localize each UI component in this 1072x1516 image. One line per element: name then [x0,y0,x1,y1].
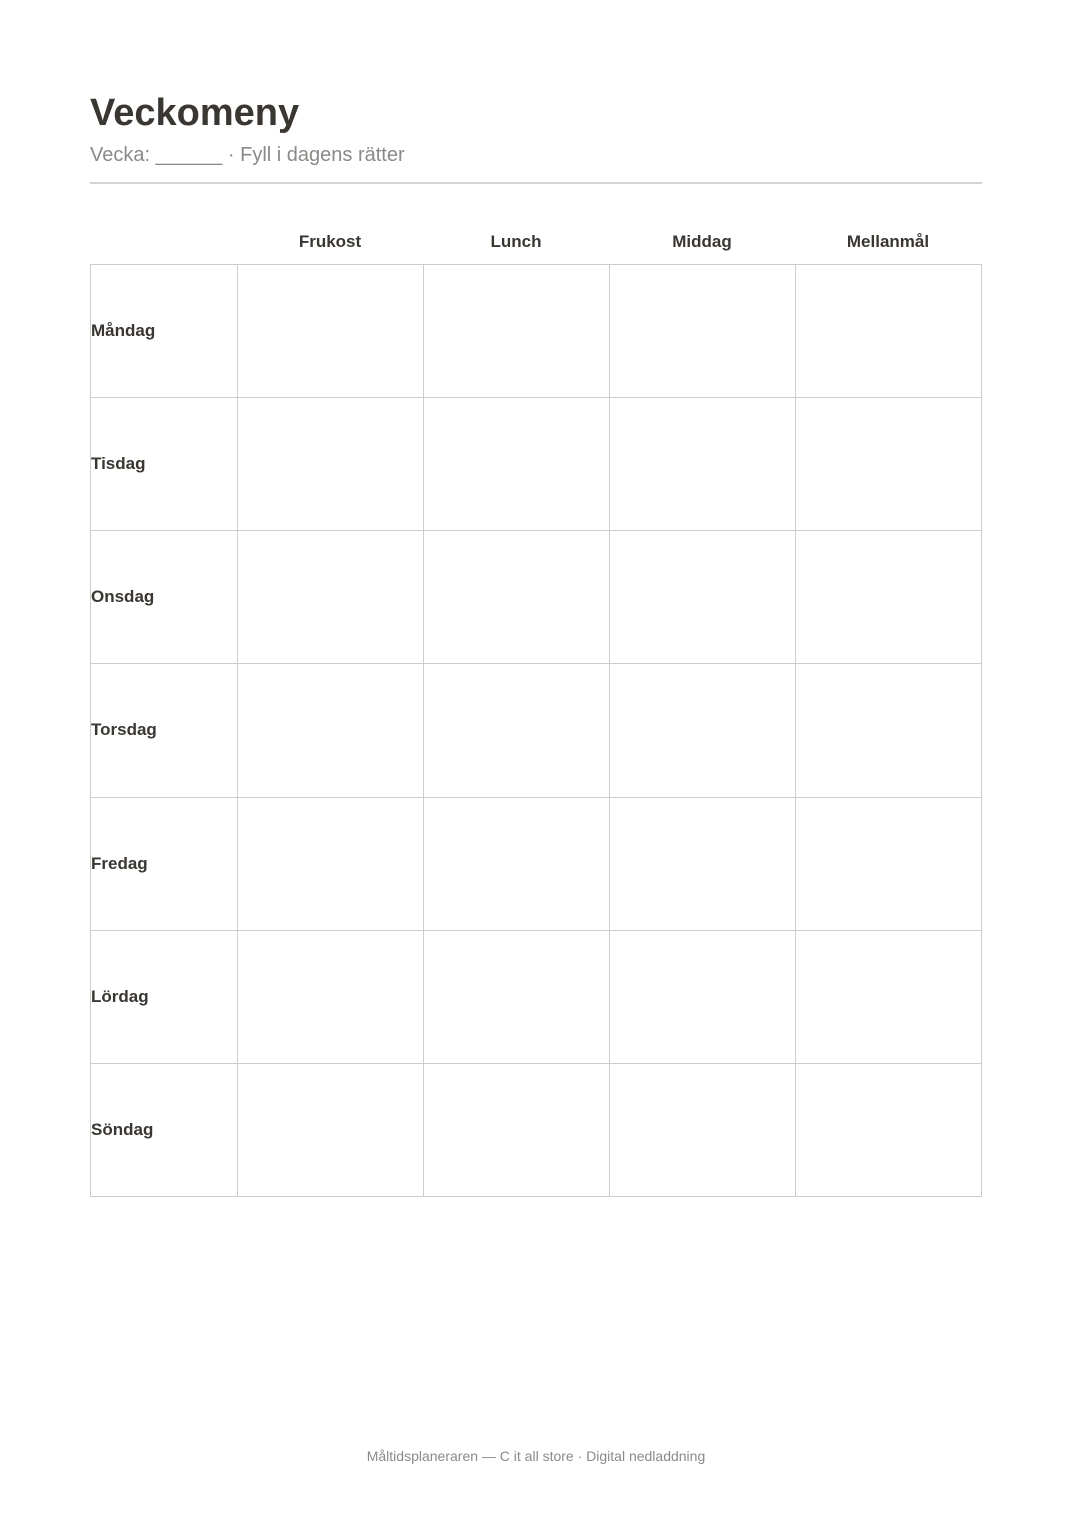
meal-cell-frukost[interactable] [238,398,424,531]
meal-cell-middag[interactable] [610,930,796,1063]
page-subtitle: Vecka: ______ · Fyll i dagens rätter [90,144,405,166]
day-label-mandag: Måndag [91,265,238,398]
table-row [91,398,982,531]
meal-cell-lunch[interactable] [424,398,610,531]
meal-cell-mellanmal[interactable] [796,531,982,664]
table-row [91,797,982,930]
meal-cell-middag[interactable] [610,797,796,930]
meal-cell-lunch[interactable] [424,1063,610,1196]
meal-cell-middag[interactable] [610,664,796,797]
column-header-middag: Middag [672,232,732,251]
table-row [91,265,982,398]
meal-cell-frukost[interactable] [238,531,424,664]
meal-cell-frukost[interactable] [238,797,424,930]
table-row [91,531,982,664]
meal-cell-mellanmal[interactable] [796,930,982,1063]
day-label-torsdag: Torsdag [91,664,238,797]
meal-cell-frukost[interactable] [238,1063,424,1196]
meal-cell-middag[interactable] [610,531,796,664]
meal-cell-middag[interactable] [610,398,796,531]
column-header-frukost: Frukost [298,232,362,251]
day-label-lordag: Lördag [91,930,238,1063]
day-label-onsdag: Onsdag [91,531,238,664]
column-header-lunch: Lunch [490,232,542,251]
meal-cell-lunch[interactable] [424,797,610,930]
page-title: Veckomeny [90,92,300,134]
meal-cell-frukost[interactable] [238,930,424,1063]
meal-cell-mellanmal[interactable] [796,797,982,930]
table-row [91,1063,982,1196]
meal-cell-mellanmal[interactable] [796,1063,982,1196]
meal-cell-lunch[interactable] [424,930,610,1063]
meal-plan-grid [90,264,982,1197]
page-footer: Måltidsplaneraren — C it all store · Digital nedladdning [366,1448,706,1464]
meal-cell-lunch[interactable] [424,664,610,797]
meal-cell-frukost[interactable] [238,265,424,398]
meal-cell-mellanmal[interactable] [796,265,982,398]
meal-cell-mellanmal[interactable] [796,664,982,797]
meal-cell-lunch[interactable] [424,531,610,664]
day-label-tisdag: Tisdag [91,398,238,531]
meal-cell-frukost[interactable] [238,664,424,797]
column-header-mellanmal: Mellanmål [846,232,930,251]
meal-cell-middag[interactable] [610,1063,796,1196]
table-row [91,930,982,1063]
meal-cell-middag[interactable] [610,265,796,398]
table-row [91,664,982,797]
meal-cell-lunch[interactable] [424,265,610,398]
meal-cell-mellanmal[interactable] [796,398,982,531]
day-label-sondag: Söndag [91,1063,238,1196]
header-divider [90,182,982,184]
day-label-fredag: Fredag [91,797,238,930]
